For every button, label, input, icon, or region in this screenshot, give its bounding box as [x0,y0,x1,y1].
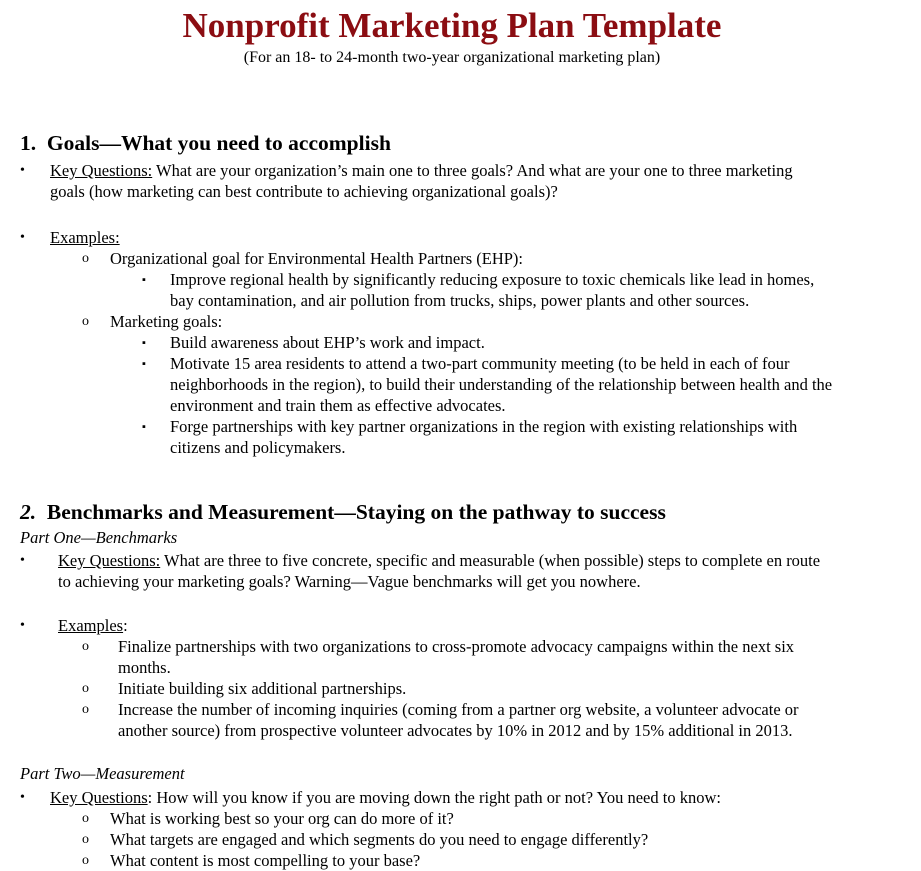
circle-bullet-icon: o [82,251,89,266]
s2-example-1: Finalize partnerships with two organizations to cross-promote advocacy campaigns within the next six [118,637,795,656]
s1-kq-text-line2: goals (how marketing can best contribute to achieving organizational goals)? [50,182,558,201]
s2-example-3: Increase the number of incoming inquiries (coming from a partner org website, a volunteer advocate or [118,700,799,719]
section-1-title: Goals—What you need to accomplish [46,131,391,155]
section-2-heading [20,500,666,525]
circle-bullet-icon: o [82,853,89,868]
s2-kq-text-line2: to achieving your marketing goals? Warning—Vague benchmarks will get you nowhere. [58,572,641,591]
s1-org-item1: Improve regional health by significantly reducing exposure to toxic chemicals like lead in homes, [170,270,815,289]
s2-example-1-line2: months. [118,658,171,677]
s1-org-goal: Organizational goal for Environmental Health Partners (EHP): [110,249,523,268]
bullet-icon: • [20,618,25,633]
circle-bullet-icon: o [82,681,89,696]
square-bullet-icon: ▪ [142,358,146,370]
section-2-title: Benchmarks and Measurement—Staying on the pathway to success [46,500,666,524]
circle-bullet-icon: o [82,811,89,826]
s2-key-questions [58,550,820,571]
s1-kq-label: Key Questions: [50,161,153,180]
section-2-number: 2. [20,500,37,524]
s2-kq-text: What are three to five concrete, specific and measurable (when possible) steps to complete en route [160,551,821,570]
s1-marketing-goals: Marketing goals: [110,312,223,331]
s2-measure-1: What is working best so your org can do more of it? [110,809,454,828]
bullet-icon: • [20,790,25,805]
bullet-icon: • [20,230,25,245]
s1-key-questions [50,160,793,181]
square-bullet-icon: ▪ [142,274,146,286]
square-bullet-icon: ▪ [142,337,146,349]
s2-examples [58,615,128,636]
s1-mkt-item2: Motivate 15 area residents to attend a two-part community meeting (to be held in each of four [170,354,790,373]
s2-measure-2: What targets are engaged and which segments do you need to engage differently? [110,830,649,849]
s1-mkt-item3: Forge partnerships with key partner organizations in the region with existing relationships with [170,417,798,436]
s1-mkt-item2-line2: neighborhoods in the region), to build their understanding of the relationship between health and the [170,375,833,394]
s2-measure-3: What content is most compelling to your base? [110,851,421,870]
bullet-icon: • [20,553,25,568]
circle-bullet-icon: o [82,639,89,654]
s2-kq-label: Key Questions: [58,551,161,570]
s2-examples-colon: : [123,616,128,635]
circle-bullet-icon: o [82,314,89,329]
s1-examples-label: Examples: [50,228,120,247]
s2-kq2-text: : How will you know if you are moving down the right path or not? You need to know: [147,788,721,807]
s2-part2-key-questions [50,787,721,808]
page-subtitle: (For an 18- to 24-month two-year organizational marketing plan) [243,49,661,66]
section-1-heading [20,131,391,156]
circle-bullet-icon: o [82,832,89,847]
s2-example-3-line2: another source) from prospective volunteer advocates by 10% in 2012 and by 15% additional in 2013. [118,721,793,740]
part-two-heading: Part Two—Measurement [20,764,185,783]
circle-bullet-icon: o [82,702,89,717]
s1-mkt-item1: Build awareness about EHP’s work and impact. [170,333,485,352]
s1-mkt-item3-line2: citizens and policymakers. [170,438,346,457]
s1-org-item1-line2: bay contamination, and air pollution from trucks, ships, power plants and other sources. [170,291,750,310]
s2-example-2: Initiate building six additional partnerships. [118,679,407,698]
s2-examples-label: Examples [58,616,124,635]
s1-mkt-item2-line3: environment and train them as effective advocates. [170,396,506,415]
page-title: Nonprofit Marketing Plan Template [182,6,722,45]
section-1-number: 1. [20,131,37,155]
bullet-icon: • [20,163,25,178]
s2-kq2-label: Key Questions [50,788,148,807]
part-one-heading: Part One—Benchmarks [20,528,178,547]
s1-kq-text: What are your organization’s main one to three goals? And what are your one to three marketing [152,161,793,180]
square-bullet-icon: ▪ [142,421,146,433]
